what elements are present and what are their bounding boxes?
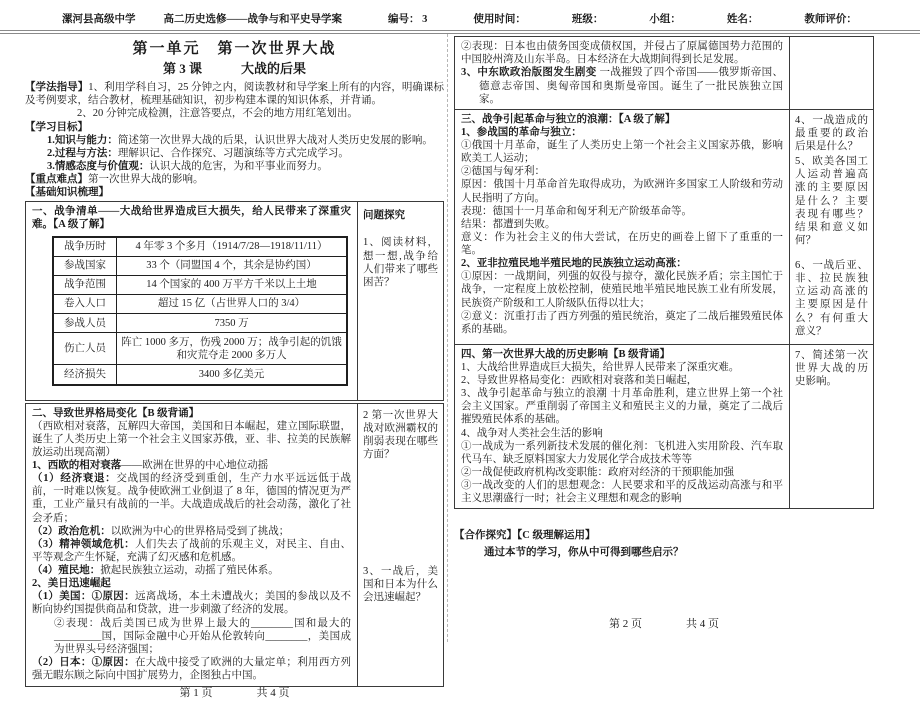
goal-item-3-label: 3.情感态度与价值观：: [47, 160, 150, 172]
study-guide-text-1: 1、利用学科自习，25 分钟之内，阅读教材和导学案上所有的内容，明确课标及考例要求，结合教材，梳理基础知识，初步构建本课的知识体系，并背诵。: [25, 82, 444, 107]
school-name: 漯河县高级中学: [62, 14, 136, 25]
page2-part-b: [455, 109, 789, 344]
table-row: [53, 333, 347, 365]
impact-line-5: ①一战成为一系列新技术发展的催化剂：飞机进入实用阶段、汽车取代马车、缺乏原料国家大力发展化学合成技术等等: [461, 440, 783, 465]
decline-colony: [32, 564, 351, 577]
goal-item-2-label: 2.过程与方法：: [47, 147, 118, 159]
section2-sub2: 2、美日迅速崛起: [32, 578, 111, 590]
page2-box: [454, 36, 874, 509]
section3-sub2: 2、亚非拉殖民地半殖民地的民族独立运动高涨：: [461, 258, 687, 270]
goal-item-2-text: 理解识记、合作探究、习题演练等方式完成学习。: [117, 147, 349, 159]
page-1-footer: 第 1 页 共 4 页: [179, 687, 290, 700]
page2-sidebar-question-7-cell: [789, 344, 873, 509]
table-cell-key: 参战国家: [53, 256, 117, 275]
table-cell-key: 伤亡人员: [53, 333, 117, 365]
table-cell-value: 超过 15 亿（占世界人口的 3/4）: [117, 294, 348, 313]
decline-politics-label: （2）政治危机：: [32, 525, 111, 537]
table-cell-key: 经济损失: [53, 365, 117, 385]
colonial-movement-reason: ①原因：一战期间，列强的奴役与掠夺，激化民族矛盾；宗主国忙于战争，一定程度上放松控制，使殖民地半殖民地民族工业有所发展，民族资产阶级和工人阶级队伍得以壮大；: [461, 271, 783, 309]
page-1: [0, 34, 447, 700]
section2-main: [26, 404, 357, 687]
table-cell-value: 14 个国家的 400 万平方千米以上土地: [117, 275, 348, 294]
sidebar-question-6: 6、一战后亚、非、拉民族独立运动高涨的主要原因是什么？有何重大意义？: [795, 260, 868, 337]
goal-item-3: [47, 160, 444, 173]
russia-revolution: ①俄国十月革命，诞生了人类历史上第一个社会主义国家苏俄，影响欧美工人运动；: [461, 140, 783, 165]
goal-item-1: [47, 134, 444, 147]
page2-sidebar-empty-cell: [789, 37, 873, 109]
table-cell-value: 4 年零 3 个多月（1914/7/28—1918/11/11）: [117, 237, 348, 257]
decline-colony-text: 掀起民族独立运动，动摇了殖民体系。: [100, 565, 279, 576]
table-cell-key: 战争范围: [53, 275, 117, 294]
table-row: [53, 275, 347, 294]
header-field-class: 班级：: [571, 14, 604, 25]
impact-line-4: 4、战争对人类社会生活的影响: [461, 427, 603, 439]
table-cell-key: 参战人员: [53, 314, 117, 333]
page2-sidebar-questions: [789, 109, 873, 344]
decline-spirit: [32, 538, 351, 564]
usa-rise-reason-text: 远离战场，本土未遭战火；美国的参战以及不断向协约国提供商品和贷款，进一步刺激了经济的发展。: [32, 591, 352, 616]
section2-summary: （西欧相对衰落，瓦解四大帝国，美国和日本崛起，建立国际联盟，诞生了人类历史上第一个社会主义国家苏俄，亚、非、拉美的民族解放运动出现高潮）: [32, 420, 351, 458]
section1-main: [26, 202, 357, 399]
usa-rise-display-label: ②表现：: [54, 617, 101, 629]
impact-line-6: ②一战促使政府机构改变职能：政府对经济的干预职能加强: [461, 466, 734, 478]
revolution-result: 结果：都遭到失败。: [461, 218, 556, 230]
cooperative-inquiry-label: 【合作探究】【C 级理解运用】: [454, 530, 596, 542]
cooperative-inquiry-text: 通过本节的学习，你从中可得到哪些启示？: [484, 547, 684, 559]
key-point: [25, 173, 444, 186]
study-guide-paragraph-2: 2、20 分钟完成检测，注意答要点，不会的地方用红笔划出。: [77, 108, 358, 120]
central-east-europe-label: 3、中东欧政治版图发生剧变: [461, 67, 597, 79]
table-row: [53, 314, 347, 333]
table-row: [53, 256, 347, 275]
goal-item-1-label: 1.知识与能力：: [47, 134, 118, 146]
sidebar-question-4: 4、一战造成的最重要的政治后果是什么？: [795, 114, 868, 152]
impact-line-1: 1、大战给世界造成巨大损失，给世界人民带来了深重灾难。: [461, 361, 740, 373]
page2-part-a: [455, 37, 789, 109]
page-2-footer: 第 2 页 共 4 页: [609, 618, 719, 631]
header-field-number: 编号： 3: [388, 14, 428, 25]
war-stats-table: [52, 236, 348, 386]
decline-spirit-label: （3）精神领域危机：: [32, 538, 135, 550]
section2-sub1-label: 1、西欧的相对衰落: [32, 460, 122, 471]
header-field-teacher-eval: 教师评价：: [804, 14, 857, 25]
revolution-display: 表现：德国十一月革命和匈牙利无产阶级革命等。: [461, 205, 692, 217]
japan-rise-reason: [32, 656, 351, 682]
key-point-text: 第一次世界大战的影响。: [88, 174, 204, 185]
goals-label: 【学习目标】: [25, 121, 88, 133]
section2-heading: 二、导致世界格局变化【B 级背诵】: [32, 407, 200, 419]
basics-label: 【基础知识梳理】: [25, 187, 109, 199]
japan-rise-reason-text: 在大战中接受了欧洲的大量定单；利用西方列强无暇东顾之际向中国扩展势力，企图独占中国。: [32, 656, 352, 681]
section4-heading: 四、第一次世界大战的历史影响【B 级背诵】: [461, 348, 671, 360]
table-cell-value: 33 个（同盟国 4 个，其余是协约国）: [117, 256, 348, 275]
usa-rise-display-text: 战后美国已成为世界上最大的________国和最大的_________国，国际金融中心开始从伦敦转向________，美国成为世界头号经济强国；: [54, 617, 352, 655]
japan-rise-display: ②表现：日本也由债务国变成债权国，并侵占了原属德国势力范围的中国胶州湾及山东半岛。日本经济在大战期间得到长足发展。: [461, 41, 783, 66]
usa-rise-reason: [32, 590, 351, 616]
revolution-meaning: 意义：作为社会主义的伟大尝试，在历史的画卷上留下了重重的一笔。: [461, 231, 783, 256]
table-cell-value: 阵亡 1000 多万，伤残 2000 万；战争引起的饥饿和灾荒夺走 2000 多万人: [117, 333, 348, 365]
central-east-europe: [461, 66, 783, 105]
study-guide-paragraph-1: [25, 81, 444, 107]
key-point-label: 【重点难点】: [25, 174, 88, 185]
unit-title: 第一单元 第一次世界大战: [132, 41, 337, 58]
decline-economy-text: 交战国的经济受到重创，生产力水平远远低于战前，一时难以恢复。战争使欧洲工业倒退了 8 年，德国的情况更为严重，工业产量只有战前的一半。大战造成战后的社会动荡，激化了社会矛盾；: [32, 473, 352, 524]
impact-line-2: 2、导致世界格局变化：西欧相对衰落和美日崛起，: [461, 375, 698, 386]
impact-line-3: 3、战争引起革命与独立的浪潮 十月革命胜利，建立世界上第一个社会主义国家。严重削弱了帝国主义和殖民主义的力量，奠定了二战后摧毁殖民体系的基础。: [461, 388, 783, 426]
table-row: [53, 237, 347, 257]
study-guide-label: 【学法指导】: [25, 82, 89, 94]
explore-panel-2: [357, 404, 443, 687]
table-cell-value: 7350 万: [117, 314, 348, 333]
section2-sub1: [32, 459, 351, 472]
japan-rise-reason-label: （2）日本：①原因：: [32, 656, 135, 668]
section3-heading: 三、战争引起革命与独立的浪潮：【A 级了解】: [461, 113, 676, 125]
lesson-title: 第 3 课 大战的后果: [162, 60, 306, 76]
explore-panel-1: [357, 202, 443, 399]
course-title: 高二历史选修——战争与和平史导学案: [163, 14, 342, 25]
sidebar-question-7: 7、简述第一次世界大战的历史影响。: [795, 349, 868, 387]
revolution-reason: 原因：俄国十月革命首先取得成功，为欧洲许多国家工人阶级和劳动人民指明了方向。: [461, 179, 783, 204]
page-2: [447, 34, 920, 642]
goal-item-1-text: 简述第一次世界大战的后果，认识世界大战对人类历史发展的影响。: [117, 134, 433, 146]
page2-part-c: [455, 344, 789, 509]
goal-item-3-text: 认识大战的危害，为和平事业而努力。: [149, 160, 328, 172]
header-field-name: 姓名：: [726, 14, 759, 25]
document-header: [0, 0, 920, 34]
header-field-usetime: 使用时间：: [473, 14, 526, 25]
decline-politics-text: 以欧洲为中心的世界格局受到了挑战；: [110, 525, 290, 537]
decline-colony-label: （4）殖民地：: [32, 565, 101, 576]
decline-economy: [32, 472, 351, 525]
table-cell-value: 3400 多亿美元: [117, 365, 348, 385]
section3-sub1: 1、参战国的革命与独立：: [461, 126, 582, 138]
decline-economy-label: （1）经济衰退：: [32, 473, 117, 485]
cooperative-inquiry: [454, 529, 874, 559]
table-cell-key: 战争历时: [53, 237, 117, 257]
table-row: [53, 294, 347, 313]
explore-question-2: 2 第一次世界大战对欧洲霸权的削弱表现在哪些方面？: [363, 409, 438, 460]
decline-spirit-text: 人们失去了战前的乐观主义，对民主、自由、平等观念产生怀疑，充满了幻灭感和危机感。: [32, 538, 352, 563]
section1-box: [25, 201, 444, 400]
table-cell-key: 卷入人口: [53, 294, 117, 313]
section1-heading: 一、战争清单——大战给世界造成巨大损失，给人民带来了深重灾难。【A 级了解】: [32, 206, 351, 231]
sidebar-question-5: 5、欧美各国工人运动普遍高涨的主要原因是什么？主要表现有哪些？结果和意义如何？: [795, 156, 868, 246]
usa-rise-reason-label: （1）美国：①原因：: [32, 591, 135, 603]
central-east-europe-text: 一战摧毁了四个帝国——俄罗斯帝国、德意志帝国、奥匈帝国和奥斯曼帝国。诞生了一批民族独立国家。: [479, 67, 784, 105]
section2-sub1-text: ——欧洲在世界的中心地位动摇: [121, 460, 269, 471]
colonial-movement-meaning: ②意义：沉重打击了西方列强的殖民统治，奠定了二战后摧毁殖民体系的基础。: [461, 310, 783, 335]
decline-politics: [32, 525, 351, 538]
header-field-group: 小组：: [649, 14, 681, 25]
impact-line-7: ③一战改变的人们的思想观念：人民要求和平的反战运动高涨与和平主义思潮盛行一时；社会主义理想和观念的影响: [461, 480, 783, 505]
section2-box: [25, 403, 444, 688]
explore-question-1: 1、阅读材料，想一想,战争给人们带来了哪些困苦？: [363, 237, 438, 288]
goal-item-2: [47, 147, 444, 160]
germany-hungary: ②德国与匈牙利：: [461, 166, 545, 178]
explore-title: 问题探究: [363, 210, 405, 222]
explore-question-3: 3、一战后，美国和日本为什么会迅速崛起？: [363, 566, 438, 604]
table-row: [53, 365, 347, 385]
pages-container: [0, 34, 920, 700]
